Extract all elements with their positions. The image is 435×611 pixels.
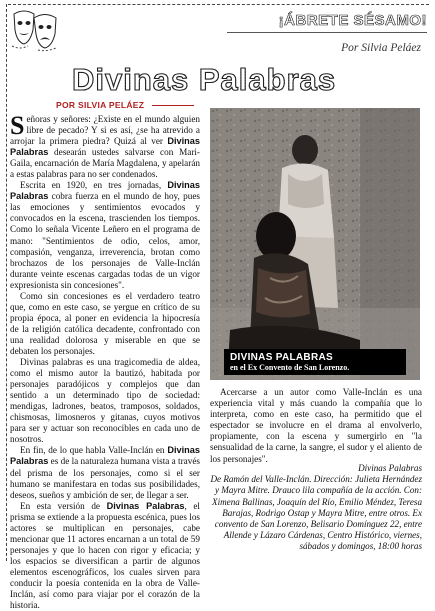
play-credits — [210, 463, 422, 553]
paragraph-7: Acercarse a un autor como Valle-Inclán es una experiencia vital y más cuando la compañía que lo interpreta, como en este caso, ha permitido que el espectador se involucre en el drama al envolverlo, propiamente, con la escena y sumergirlo en "la sensualidad de la carne, la sangre, el sudor y el aliento de los personajes". — [210, 387, 422, 464]
top-dashed-rule — [8, 4, 429, 5]
article-body-right — [210, 387, 422, 465]
article-body-left — [10, 111, 200, 611]
article-photo — [210, 108, 420, 380]
paragraph-6: En esta versión de Divinas Palabras, el prisma se extiende a la propuesta escénica, pues los actores se multiplican en personajes, cabe mencionar que 11 actores encarnan a un total de 59 personajes y que lo hacen con rigor y eficacia; y los espacios se diversifican a partir de algunos elementos escenográficos, los cuales sirven para conducir la poesía contenida en la obra de Valle-Inclán, así como para viajar por el corazón de la historia. — [10, 500, 200, 611]
byline-rule — [152, 105, 194, 106]
paragraph-4: Divinas palabras es una tragicomedia de aldea, como el mismo autor la bautizó, habitada por personajes paradójicos y complejos que dan sentido a un determinado tipo de sociedad: mendigas, ladrones, beatos, tramposos, soldados, chismosas, limosneros y gitanas, cuyos motivos para ser y actuar son reconocibles en cada uno de nosotros. — [10, 357, 200, 445]
section-title-rule — [227, 32, 427, 33]
paragraph-1: Señoras y señores: ¿Existe en el mundo alguien libre de pecado? Y si es así, ¿se ha atrevido a arrojar la primera piedra? Quizá al ver Divinas Palabras desearán ustedes salvarse con Mari-Gaila, encarnación de María Magdalena, y apelarán a estas palabras para no ser condenados. — [10, 111, 200, 180]
drop-cap: S — [10, 111, 25, 140]
photo-caption — [224, 349, 406, 375]
paragraph-3: Como sin concesiones es el verdadero teatro que, como en este caso, se yergue en crítico de su propia época, al poner en evidencia la hipocresía de la religión católica decadente, confrontado con una realidad dolorosa y miserable en que se debaten los personajes. — [10, 290, 200, 356]
section-title: ¡ÁBRETE SÉSAMO! — [278, 12, 427, 29]
section-byline: Por Silvia Peláez — [341, 42, 421, 54]
article-headline: Divinas Palabras — [72, 62, 337, 97]
credits-title: Divinas Palabras — [358, 463, 422, 473]
article-byline: POR SILVIA PELÁEZ — [56, 100, 145, 110]
left-dashed-rule — [6, 4, 7, 561]
caption-title: DIVINAS PALABRAS — [230, 352, 333, 363]
caption-subtitle: en el Ex Convento de San Lorenzo. — [230, 363, 350, 372]
theatre-masks-icon — [10, 6, 62, 52]
credits-body: De Ramón del Valle-Inclán. Dirección: Julieta Hernández y Mayra Mitre. Drauco lila compañía de la acción. Con: Ximena Ballinas, Joaquín del Río, Emilio Méndez, Teresa Barajas, Rodrigo Ostap y Mayra Mitre, entre otros. Ex convento de San Lorenzo, Belisario Domínguez 22, entre Allende y Lázaro Cárdenas, Centro Histórico, viernes, sábados y domingos, 18:00 horas — [210, 474, 422, 552]
paragraph-2: Escrita en 1920, en tres jornadas, Divinas Palabras cobra fuerza en el mundo de hoy, pues las emociones y sentimientos evocados y convocados en la escena, trascienden los tiempos. Como lo señala Vicente Leñero en el programa de mano: "Sentimientos de odio, celos, amor, compasión, venganza, irreverencia, brotan como brochazos de los personajes de Valle-Inclán durante veinte escenas cargadas todas de un vigor expresionista sin concesiones". — [10, 180, 200, 290]
paragraph-5: En fin, de lo que habla Valle-Inclán en Divinas Palabras es de la naturaleza humana vista a través del prisma de los personajes, como si el ser humano se manifestara en todas sus posibilidades, deseos, sueños y ambición de ser, de llegar a ser. — [10, 445, 200, 500]
